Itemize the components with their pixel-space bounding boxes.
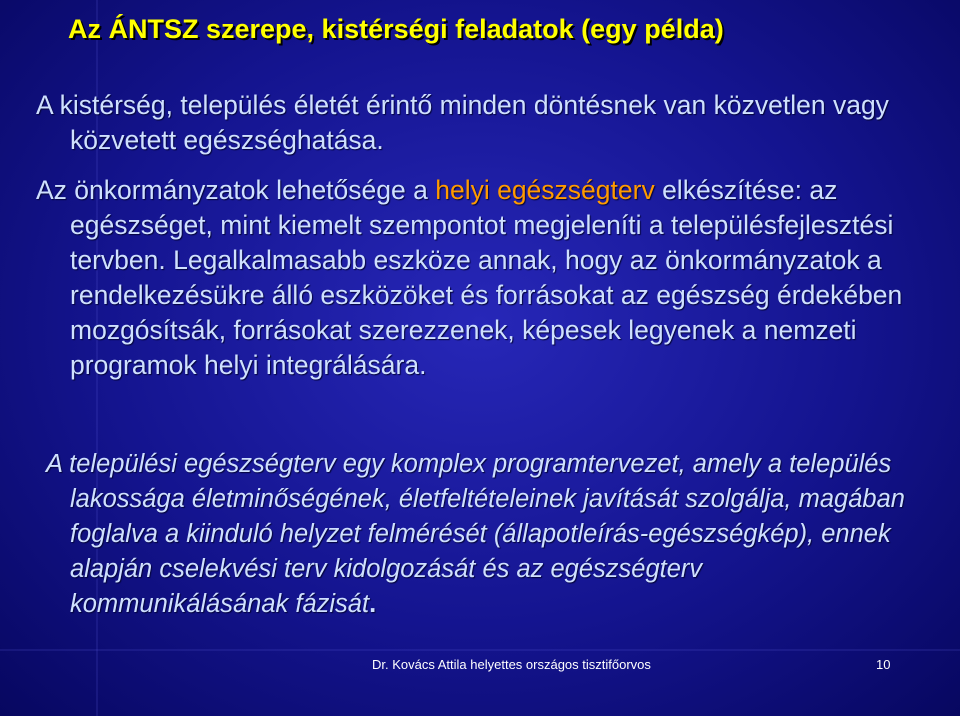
paragraph-2-after: elkészítése: az egészséget, mint kiemelt szempontot megjeleníti a településfejlesztési tervben. Legalkalmasabb eszköze annak, hogy az önkormányzatok a rendelkezésükre álló eszközöket és forrásokat az egészség érdekében mozgósítsák, forrásokat szerezzenek, képesek legyenek a nemzeti programok helyi integrálására. xyxy=(70,175,903,380)
slide-title: Az ÁNTSZ szerepe, kistérségi feladatok (egy példa) xyxy=(68,14,724,44)
paragraph-1-text: A kistérség, település életét érintő minden döntésnek van közvetlen vagy közvetett egészséghatása. xyxy=(36,90,889,155)
highlight-helyi-egeszsegterv: helyi egészségterv xyxy=(435,175,655,205)
paragraph-2-text xyxy=(36,173,936,383)
paragraph-2 xyxy=(36,173,936,383)
paragraph-1 xyxy=(36,88,936,158)
paragraph-3-italic xyxy=(46,447,926,622)
paragraph-2-before: Az önkormányzatok lehetősége a xyxy=(36,175,436,205)
page-number: 10 xyxy=(876,657,891,672)
footer-author: Dr. Kovács Attila helyettes országos tisztifőorvos xyxy=(372,657,651,672)
paragraph-3-text: A települési egészségterv egy komplex programtervezet, amely a település lakossága életminőségének, életfeltételeinek javítását szolgálja, magában foglalva a kiinduló helyzet felmérését (állapotleírás-egészségkép), ennek alapján cselekvési terv kidolgozását és az egészségterv kommunikálásának fázisát xyxy=(46,450,905,618)
paragraph-3-end: . xyxy=(369,590,377,618)
